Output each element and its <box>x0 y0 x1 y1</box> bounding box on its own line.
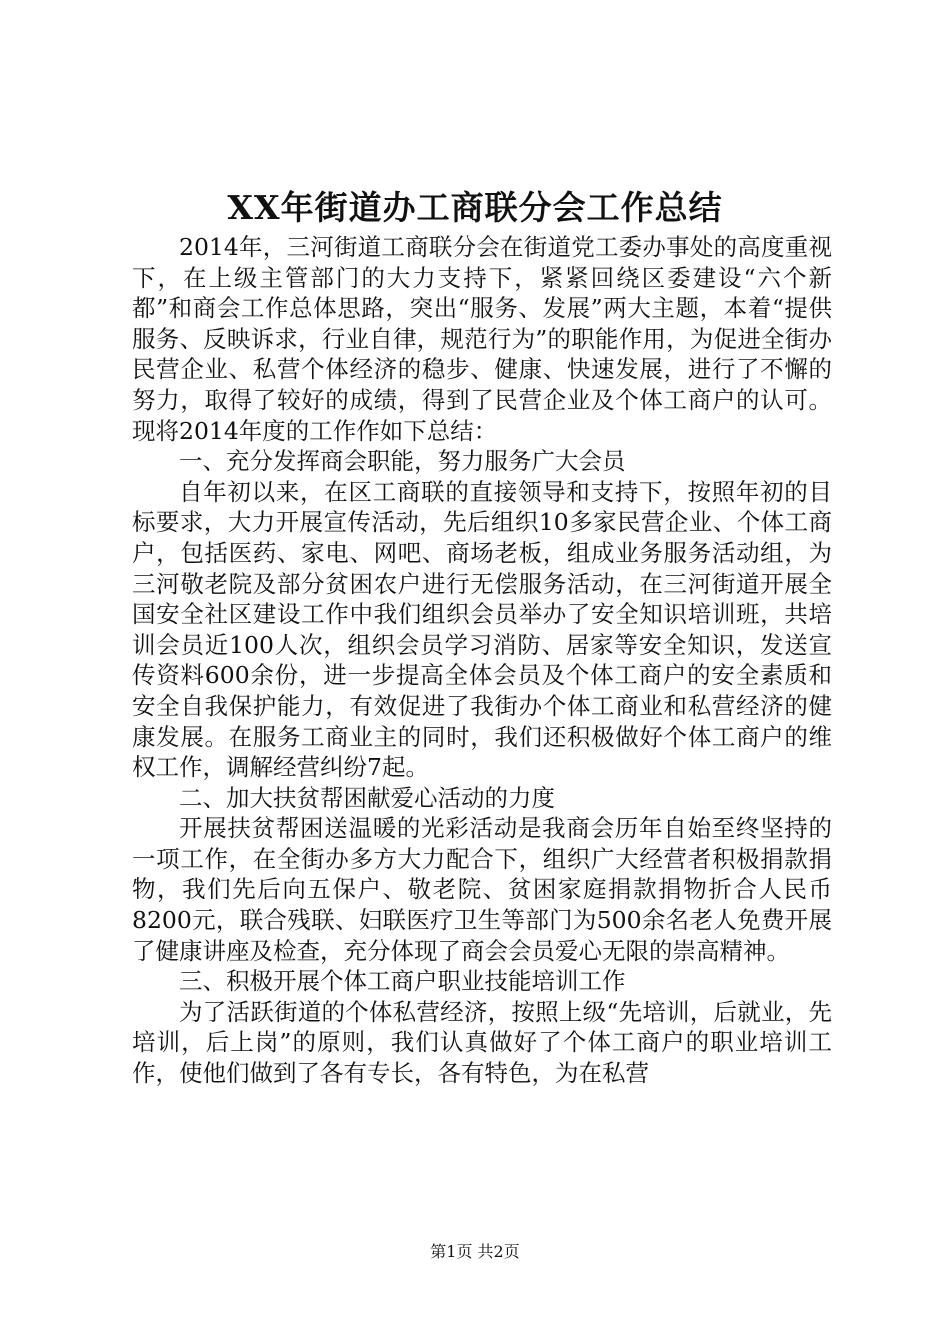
section-paragraph-3: 为了活跃街道的个体私营经济，按照上级“先培训，后就业，先培训，后上岗”的原则，我们认真做好了个体工商户的职业培训工作，使他们做到了各有专长，各有特色，为在私营 <box>132 997 832 1088</box>
section-heading-1: 一、充分发挥商会职能，努力服务广大会员 <box>179 447 626 476</box>
page-number-footer: 第1页 共2页 <box>430 1242 520 1261</box>
document-body <box>132 232 832 1089</box>
document-title: XX年街道办工商联分会工作总结 <box>227 188 723 227</box>
intro-paragraph: 2014年，三河街道工商联分会在街道党工委办事处的高度重视下，在上级主管部门的大力支持下，紧紧回绕区委建设“六个新都”和商会工作总体思路，突出“服务、发展”两大主题，本着“提供服务、反映诉求，行业自律，规范行为”的职能作用，为促进全街办民营企业、私营个体经济的稳步、健康、快速发展，进行了不懈的努力，取得了较好的成绩，得到了民营企业及个体工商户的认可。现将2014年度的工作作如下总结： <box>132 233 832 445</box>
section-paragraph-1: 自年初以来，在区工商联的直接领导和支持下，按照年初的目标要求，大力开展宣传活动，先后组织10多家民营企业、个体工商户，包括医药、家电、网吧、商场老板，组成业务服务活动组，为三河敬老院及部分贫困农户进行无偿服务活动，在三河街道开展全国安全社区建设工作中我们组织会员举办了安全知识培训班，共培训会员近100人次，组织会员学习消防、居家等安全知识，发送宣传资料600余份，进一步提高全体会员及个体工商户的安全素质和安全自我保护能力，有效促进了我街办个体工商业和私营经济的健康发展。在服务工商业主的同时，我们还积极做好个体工商户的维权工作，调解经营纠纷7起。 <box>132 477 832 782</box>
section-heading-2: 二、加大扶贫帮困献爱心活动的力度 <box>179 783 555 812</box>
section-heading-3: 三、积极开展个体工商户职业技能培训工作 <box>179 967 626 996</box>
section-paragraph-2: 开展扶贫帮困送温暖的光彩活动是我商会历年自始至终坚持的一项工作，在全街办多方大力配合下，组织广大经营者积极捐款捐物，我们先后向五保户、敬老院、贫困家庭捐款捐物折合人民币8200元，联合残联、妇联医疗卫生等部门为500余名老人免费开展了健康讲座及检查，充分体现了商会会员爱心无限的崇高精神。 <box>132 814 832 965</box>
